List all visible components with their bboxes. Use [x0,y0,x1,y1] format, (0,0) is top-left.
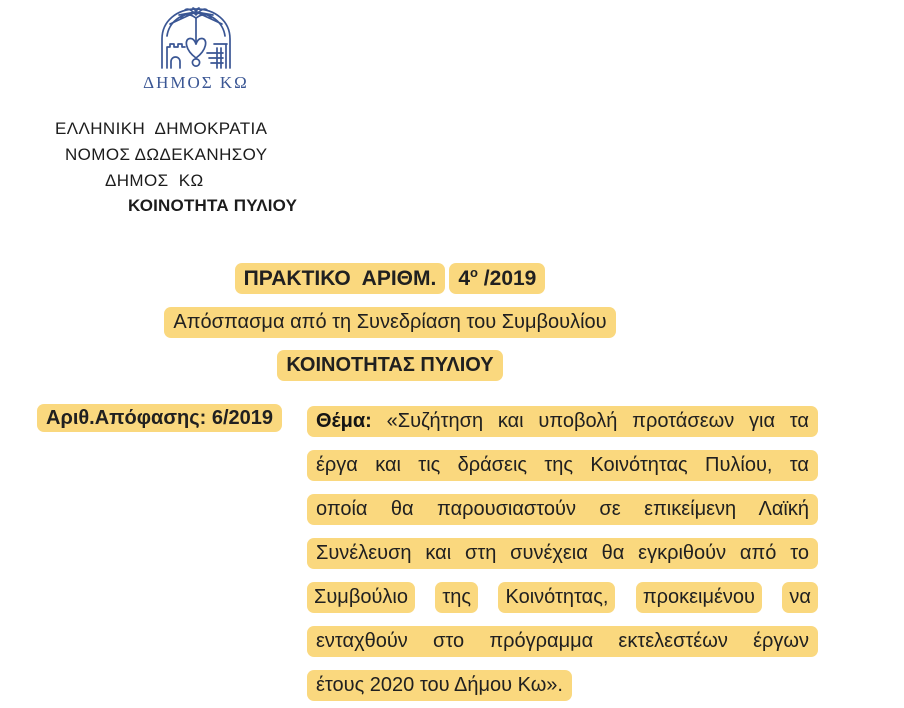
topic-line-2-text: έργα και τις δράσεις της Κοινότητας Πυλίου, τα [307,450,818,481]
decision-number-label: Αριθ.Απόφασης: 6/2019 [37,404,282,432]
topic-line-4 [307,531,818,575]
practice-number: 4 [458,267,471,290]
topic-line-7 [307,663,818,707]
excerpt-subtitle: Απόσπασμα από τη Συνεδρίαση του Συμβουλίου [164,307,615,338]
topic-line-3 [307,487,818,531]
topic-line-2 [307,443,818,487]
header-republic: ΕΛΛΗΝΙΚΗ ΔΗΜΟΚΡΑΤΙΑ [55,119,268,138]
kos-emblem-icon [157,6,235,70]
topic-paragraph [307,399,818,707]
topic-line-1-text: «Συζήτηση και υποβολή προτάσεων για τα [386,409,809,432]
practice-title-part1: ΠΡΑΚΤΙΚΟ ΑΡΙΘΜ. [235,263,446,294]
topic-line-4-text: Συνέλευση και στη συνέχεια θα εγκριθούν από το [307,538,818,569]
practice-title [0,263,780,294]
logo-caption: ΔΗΜΟΣ ΚΩ [143,73,249,92]
subtitle-row [0,307,780,338]
topic-line-5 [307,575,818,619]
topic-line-3-text: οποία θα παρουσιαστούν σε επικείμενη Λαϊκή [307,494,818,525]
community-subtitle: ΚΟΙΝΟΤΗΤΑΣ ΠΥΛΙΟΥ [277,350,502,381]
topic-line-5-word: της [435,582,478,613]
topic-line-5-word: να [782,582,818,613]
subtitle2-row [0,350,780,381]
header-municipality: ΔΗΜΟΣ ΚΩ [105,171,204,190]
topic-line-7-text: έτους 2020 του Δήμου Κω». [307,670,572,701]
topic-line-5-word: Κοινότητας, [498,582,615,613]
ordinal-superscript: ο [470,265,478,280]
topic-line-5-word: προκειμένου [636,582,762,613]
topic-line-1 [307,399,818,443]
decision-number [37,406,282,431]
topic-line-6 [307,619,818,663]
topic-label: Θέμα: [316,409,372,432]
header-prefecture: ΝΟΜΟΣ ΔΩΔΕΚΑΝΗΣΟΥ [65,145,268,164]
topic-line-6-text: ενταχθούν στο πρόγραμμα εκτελεστέων έργων [307,626,818,657]
practice-year: /2019 [477,267,537,290]
practice-title-part2 [449,263,545,294]
topic-line-5-word: Συμβούλιο [307,582,415,613]
municipality-logo [140,6,252,93]
header-community: ΚΟΙΝΟΤΗΤΑ ΠΥΛΙΟΥ [128,196,298,215]
